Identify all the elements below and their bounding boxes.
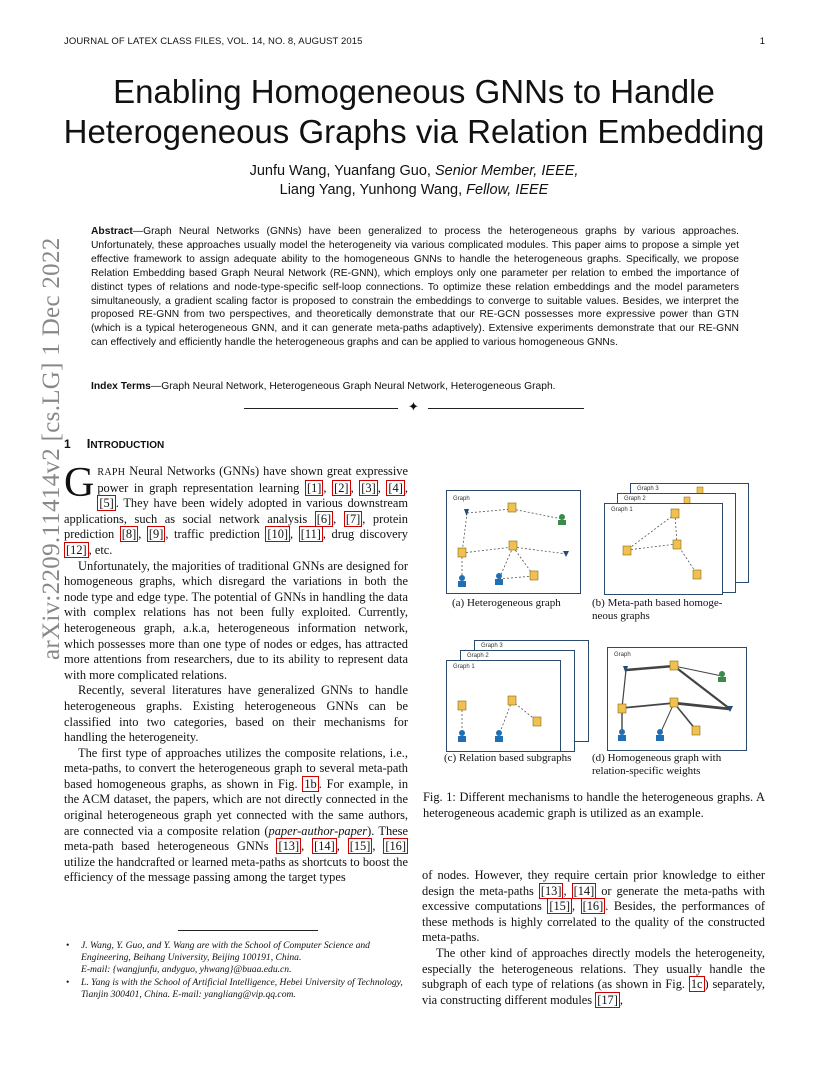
footnote-rule [178,930,318,931]
figure-ref-link[interactable]: 1b [304,776,317,791]
paper-title [0,72,828,152]
panel-label: Graph 1 [453,664,475,670]
authors-line-2-membership: Fellow, IEEE [466,182,549,198]
text-run: The other kind of approaches directly models the heterogeneity, especially the heterogeneous relations. They usually handle the subgraph of each type of relations (as shown in Fig. [422,945,765,992]
text-run: . Besides, the performances of these methods is highly correlated to the quality of the constructed meta-paths. [422,899,766,945]
text-run: or generate the meta-paths with excessive computations [422,883,765,914]
intro-paragraph-3: Recently, several literatures have generalized GNNs to handle heterogeneous graphs. Existing heterogeneous GNNs can be classified into two categories, based on their mechanisms for handling the heterogeneity. [64,683,408,745]
section-title-first: I [86,436,91,451]
relation-subgraph-drawing [447,661,560,751]
arxiv-stamp: arXiv:2209.11414v2 [cs.LG] 1 Dec 2022 [38,237,65,660]
citation-link[interactable]: [11] [300,527,321,542]
authors-line-1: Junfu Wang, Yuanfang Guo, [249,163,435,179]
subcaption-d-line-1: (d) Homogeneous graph with [592,752,722,764]
figure-panel-c-graph1 [446,660,561,752]
panel-label: Graph 2 [624,496,646,502]
meta-path-graph-drawing [605,504,722,594]
page-number: 1 [759,36,765,47]
text-run: Neural Networks (GNNs) have shown great expressive power in graph representation learning [97,464,408,495]
panel-label: Graph 3 [481,643,503,649]
citation-link[interactable]: [8] [121,527,137,542]
section-heading [64,436,164,451]
right-paragraph-1: of nodes. However, they require certain prior knowledge to either design the meta-paths [13] , [14] or generate the meta-paths with excessive computations [15] , [16] . Besides, the performances of these methods is highly correlated to the quality of the constructed meta-paths. [422,868,766,945]
running-header: JOURNAL OF LATEX CLASS FILES, VOL. 14, NO. 8, AUGUST 2015 [64,36,363,47]
dropcap: G [64,460,95,506]
title-line-2: Heterogeneous Graphs via Relation Embedding [63,113,765,150]
citation-link[interactable]: [14] [573,883,595,898]
separator-rule-left [244,408,398,409]
footnote-text: J. Wang, Y. Guo, and Y. Wang are with the School of Computer Science and Engineering, Beihang University, Beijing 100191, China. [81,940,370,963]
weighted-graph-drawing [608,648,746,750]
citation-link[interactable]: [2] [334,480,349,495]
figure-ref-link[interactable]: 1c [690,977,703,992]
figure-panel-b-graph1 [604,503,723,595]
text-run: ). These meta-path based heterogeneous GNNs [64,823,408,854]
text-run: , etc. [88,542,113,557]
panel-label: Graph 2 [467,653,489,659]
left-column [64,460,409,886]
author-list [0,162,828,200]
citation-link[interactable]: [14] [314,839,335,854]
index-terms-text: —Graph Neural Network, Heterogeneous Graph Neural Network, Heterogeneous Graph. [150,381,556,392]
right-paragraph-2 [422,946,765,1008]
panel-label: Graph 3 [637,486,659,492]
citation-link[interactable]: [3] [361,480,376,495]
citation-link[interactable]: [16] [385,839,406,854]
panel-label: Graph [453,496,470,502]
figure-caption: Fig. 1: Different mechanisms to handle the heterogeneous graphs. A heterogeneous academic graph is utilized as an example. [423,790,765,820]
figure-panel-a [446,490,581,594]
footnote-email: E-mail: {wangjunfu, andyguo, yhwang}@buaa.edu.cn. [81,963,292,975]
smallcaps-word: RAPH [97,467,126,478]
subcaption-a: (a) Heterogeneous graph [452,597,561,609]
panel-label: Graph [614,652,631,658]
authors-line-1-membership: Senior Member, IEEE, [434,163,579,179]
text-run: The first type of approaches utilizes the composite relations, i.e., meta-paths, to convert the heterogeneous graph to several meta-path based homogeneous graphs, as shown in Fig. [64,745,408,791]
text-run: of nodes. However, they require certain prior knowledge to either design the meta-paths [422,868,765,898]
citation-link[interactable]: [12] [66,542,87,557]
subcaption-d-line-2: relation-specific weights [592,765,701,777]
citation-link[interactable]: [5] [99,496,114,511]
title-line-1: Enabling Homogeneous GNNs to Handle [113,73,715,110]
heterogeneous-graph-drawing [447,491,580,593]
citation-link[interactable]: [13] [540,883,562,898]
citation-link[interactable]: [6] [316,511,332,526]
citation-link[interactable]: [1] [306,480,322,495]
right-column [422,868,765,1008]
bullet-icon: • [66,977,70,989]
citation-link[interactable]: [4] [388,480,403,495]
text-run: . They have been widely adopted in various downstream applications, such as social network analysis [64,496,408,526]
citation-link[interactable]: [10] [267,527,289,542]
abstract [91,225,739,350]
text-run: , protein prediction [64,511,409,542]
footnote-text: L. Yang is with the School of Artificial Intelligence, Hebei University of Technology, Tianjin 300401, China. E-mail: yangliang@vip.qq.com. [81,977,403,1001]
subcaption-b-line-1: (b) Meta-path based homoge- [592,597,723,609]
citation-link[interactable]: [7] [345,511,361,526]
panel-label: Graph 1 [611,507,633,513]
intro-paragraph-4: The first type of approaches utilizes the composite relations, i.e., meta-paths, to convert the heterogeneous graph to several meta-path based homogeneous graphs, as shown in Fig. 1b . For example, in the ACM dataset, the papers, which are not directly connected in the original heterogeneous graph yet connected with the same authors, are connected via a composite relation (paper-author-paper). These meta-path based heterogeneous GNNs [13] , [14] , [15] , [16] utilize the handcrafted or learned meta-paths as shortcuts to boost the efficiency of the message passing among the target types [64,745,409,885]
bullet-icon: • [66,940,70,951]
authors-line-2: Liang Yang, Yunhong Wang, [279,182,467,198]
subcaption-b [592,597,752,623]
text-run: , traffic prediction [165,527,266,542]
citation-link[interactable]: [17] [597,992,618,1007]
text-run: , [619,992,623,1007]
subcaption-b-line-2: neous graphs [592,610,650,622]
subcaption-d [592,752,752,778]
index-terms [91,380,739,394]
index-terms-label: Index Terms [91,381,151,392]
separator-rule-right [428,408,584,409]
citation-link[interactable]: [9] [148,527,164,542]
citation-link[interactable]: [16] [582,899,604,914]
text-run: , drug discovery [322,527,408,542]
citation-link[interactable]: [15] [349,839,371,854]
subcaption-c: (c) Relation based subgraphs [444,752,572,764]
section-title-rest: NTRODUCTION [90,440,165,451]
abstract-text: —Graph Neural Networks (GNNs) have been generalized to process the heterogeneous graphs by various approaches. Unfortunately, these approaches usually model the heterogeneity via various complicated modules. This paper aims to propose a simple yet effective framework to assign adequate ability to the homogeneous GNNs to handle the heterogeneous graphs. Specifically, we propose Relation Embedding based Graph Neural Network (RE-GNN), which employs only one parameter per relation to embed the importance of distinct types of relations and node-type-specific self-loop connections. To optimize these relation embeddings and the model parameters simultaneously, a gradient scaling factor is proposed to constrain the embeddings to converge to suitable values. Besides, we interpret the proposed RE-GNN from two perspectives, and theoretically demonstrate that our RE-GCN possesses more expressive power than GTN (which is a typical heterogeneous GNN, and it can generate meta-paths adaptively). Extensive experiments demonstrate that our RE-GNN can effectively and efficiently handle the heterogeneous graphs and can be applied to various homogeneous GNNs. [91,226,739,349]
abstract-label: Abstract [91,226,133,237]
separator-diamond: ✦ [408,399,419,414]
footnote-1 [64,940,408,975]
intro-paragraph-1: GRAPH Neural Networks (GNNs) have shown great expressive power in graph representation learning [1] , [2] , [3] , [4] , [5] . They have been widely adopted in various downstream applications, such as social network analysis [6] , [7] , protein prediction [8] , [9] , traffic prediction [10] , [11] , drug discovery [12] , etc. [64,460,409,557]
footnotes [64,940,408,1003]
footnote-2 [64,977,408,1001]
italic-term: paper-author-paper [268,823,368,838]
figure-panel-d [607,647,747,751]
citation-link[interactable]: [13] [278,839,300,854]
text-run: ) separately, via constructing different modules [422,977,765,1007]
text-run: utilize the handcrafted or learned meta-paths as shortcuts to boost the efficiency of the message passing among the target types [64,854,408,885]
section-number: 1 [64,437,71,451]
intro-paragraph-2: Unfortunately, the majorities of traditional GNNs are designed for homogeneous graphs, which disregard the variations in both the node type and edge type. The potential of GNNs in handling the data with complex relations has not been fully exploited. Currently, heterogeneous graph, a.k.a, heterogeneous information network, which possesses more than one type of nodes or edges, has attracted more attentions from researchers, due to its ability to represent data with more complicated relations. [64,558,408,682]
citation-link[interactable]: [15] [549,899,570,914]
text-run: . For example, in the ACM dataset, the papers, which are not directly connected in the original heterogeneous graph yet connected with the same authors, are connected via a composite relation ( [64,776,409,838]
